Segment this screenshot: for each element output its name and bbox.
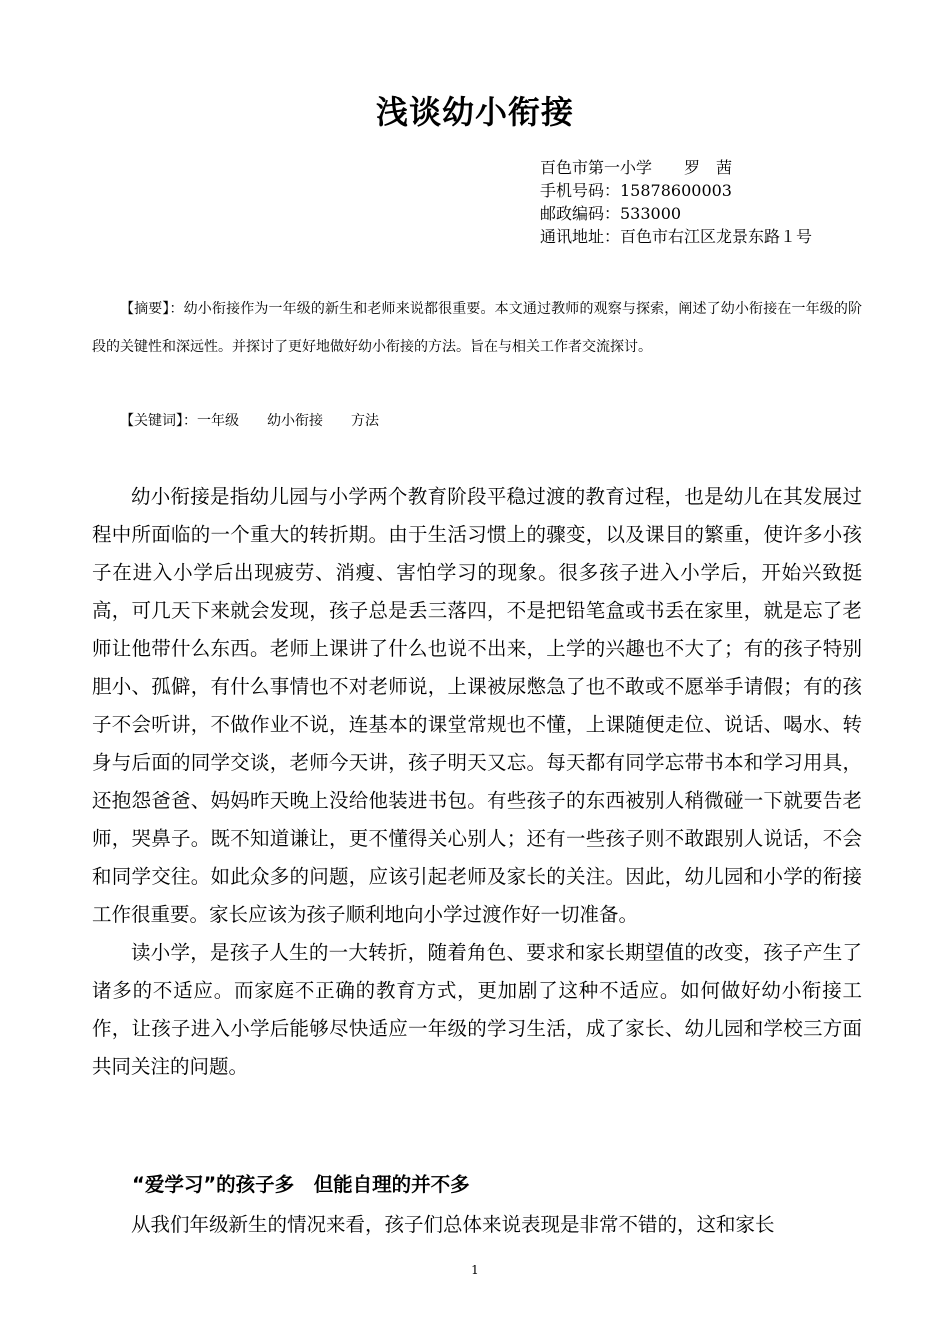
keywords: 【关键词】：一年级 幼小衔接 方法 [120, 413, 379, 429]
author-phone: 手机号码：15878600003 [540, 181, 732, 200]
section-text [92, 1206, 862, 1244]
paragraph: 从我们年级新生的情况来看，孩子们总体来说表现是非常不错的，这和家长 [131, 1213, 775, 1236]
document-title: 浅谈幼小衔接 [375, 93, 574, 131]
abstract: 【摘要】：幼小衔接作为一年级的新生和老师来说都很重要。本文通过教师的观察与探索，阐述了幼小衔接在一年级的阶段的关键性和深远性。并探讨了更好地做好幼小衔接的方法。旨在与相关工作者交流探讨。 [92, 301, 862, 355]
paragraph: 幼小衔接是指幼儿园与小学两个教育阶段平稳过渡的教育过程，也是幼儿在其发展过程中所面临的一个重大的转折期。由于生活习惯上的骤变，以及课目的繁重，使许多小孩子在进入小学后出现疲劳、消瘦、害怕学习的现象。很多孩子进入小学后，开始兴致挺高，可几天下来就会发现，孩子总是丢三落四，不是把铅笔盒或书丢在家里，就是忘了老师让他带什么东西。老师上课讲了什么也说不出来，上学的兴趣也不大了；有的孩子特别胆小、孤僻，有什么事情也不对老师说，上课被尿憋急了也不敢或不愿举手请假；有的孩子不会听讲，不做作业不说，连基本的课堂常规也不懂，上课随便走位、说话、喝水、转身与后面的同学交谈，老师今天讲，孩子明天又忘。每天都有同学忘带书本和学习用具，还抱怨爸爸、妈妈昨天晚上没给他装进书包。有些孩子的东西被别人稍微碰一下就要告老师，哭鼻子。既不知道谦让，更不懂得关心别人；还有一些孩子则不敢跟别人说话，不会和同学交往。如此众多的问题，应该引起老师及家长的关注。因此，幼儿园和小学的衔接工作很重要。家长应该为孩子顺利地向小学过渡作好一切准备。 [92, 485, 862, 926]
section-heading: “爱学习”的孩子多 但能自理的并不多 [132, 1173, 470, 1196]
author-school-name: 百色市第一小学 罗 茜 [540, 158, 733, 177]
author-info [540, 156, 920, 248]
body-text [92, 478, 862, 1086]
author-postcode: 邮政编码：533000 [540, 204, 682, 223]
author-address: 通讯地址：百色市右江区龙景东路１号 [540, 227, 813, 246]
paragraph: 读小学，是孩子人生的一大转折，随着角色、要求和家长期望值的改变，孩子产生了诸多的不适应。而家庭不正确的教育方式，更加剧了这种不适应。如何做好幼小衔接工作，让孩子进入小学后能够尽快适应一年级的学习生活，成了家长、幼儿园和学校三方面共同关注的问题。 [92, 941, 862, 1078]
page-number: 1 [471, 1263, 479, 1277]
